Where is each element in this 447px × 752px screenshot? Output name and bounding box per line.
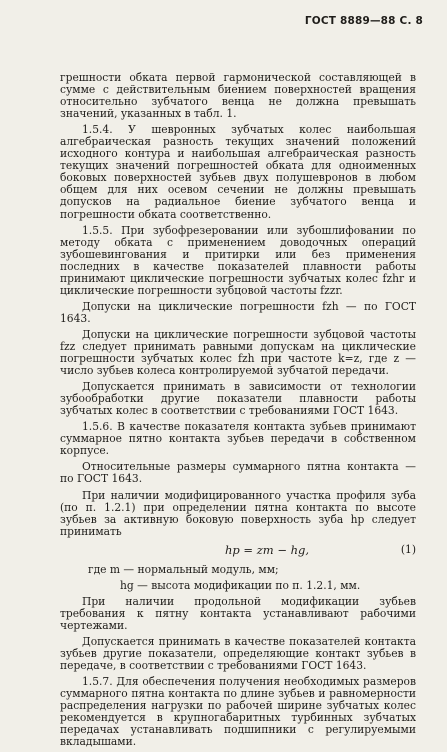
formula-expression: hp = zm − hg, <box>225 542 310 557</box>
paragraph: Допуски на циклические погрешности зубцовой частоты fzz следует принимать равными допускам на циклические погрешности зубчатых колес fzh при частоте k=z, где z — число зубьев колеса контролируемой зубчатой передачи. <box>60 327 416 378</box>
paragraph: грешности обката первой гармонической составляющей в сумме с действительным биением поверхностей вращения относительно зубчатого венца не должна превышать значений, указанных в табл. 1. <box>60 71 416 121</box>
paragraph: Относительные размеры суммарного пятна контакта — по ГОСТ 1643. <box>60 460 416 486</box>
body-text <box>60 72 416 752</box>
paragraph: При наличии продольной модификации зубьев требования к пятну контакта устанавливают рабочими чертежами. <box>60 594 416 632</box>
paragraph: Допуски на циклические погрешности fzh — по ГОСТ 1643. <box>60 299 416 325</box>
formula-number: (1) <box>400 542 416 556</box>
paragraph: Допускается принимать в качестве показателей контакта зубьев другие показатели, определяющие контакт зубьев в передаче, в соответствии с требованиями ГОСТ 1643. <box>60 634 416 673</box>
formula-legend-line: hg — высота модификации по п. 1.2.1, мм. <box>120 578 361 592</box>
paragraph: 1.5.4. У шевронных зубчатых колес наибольшая алгебраическая разность текущих значений положений исходного контура и наибольшая алгебраическая разность текущих значений погрешностей обката для одноименных боковых поверхностей зубьев двух полушевронов в любом общем для них осевом сечении не должны превышать допусков на радиальное биение зубчатого венца и погрешности обката соответственно. <box>60 123 416 221</box>
paragraph: 1.5.6. В качестве показателя контакта зубьев принимают суммарное пятно контакта зубьев передачи в собственном корпусе. <box>60 420 416 458</box>
page-header: ГОСТ 8889—88 С. 8 <box>304 15 423 27</box>
formula-legend-line: где m — нормальный модуль, мм; <box>88 562 279 576</box>
paragraph: 1.5.7. Для обеспечения получения необходимых размеров суммарного пятна контакта по длине зубьев и равномерности распределения нагрузки по рабочей ширине зубчатых колес рекомендуется в крупногабаритных турбинных зубчатых передачах устанавливать подшипники с регулируемыми вкладышами. <box>60 675 416 749</box>
formula <box>60 542 416 560</box>
paragraph: 1.5.5. При зубофрезеровании или зубошлифовании по методу обката с применением доводочных операций зубошевингования и притирки или без применения последних в качестве показателей плавности работы принимают циклические погрешности зубчатых колес fzhr и циклические погрешности зубцовой частоты fzzr. <box>60 223 416 297</box>
paragraph: При наличии модифицированного участка профиля зуба (по п. 1.2.1) при определении пятна контакта по высоте зубьев за активную боковую поверхность зуба hp следует принимать <box>60 488 416 538</box>
paragraph: Допускается принимать в зависимости от технологии зубообработки другие показатели плавности работы зубчатых колес в соответствии с требованиями ГОСТ 1643. <box>60 380 416 418</box>
